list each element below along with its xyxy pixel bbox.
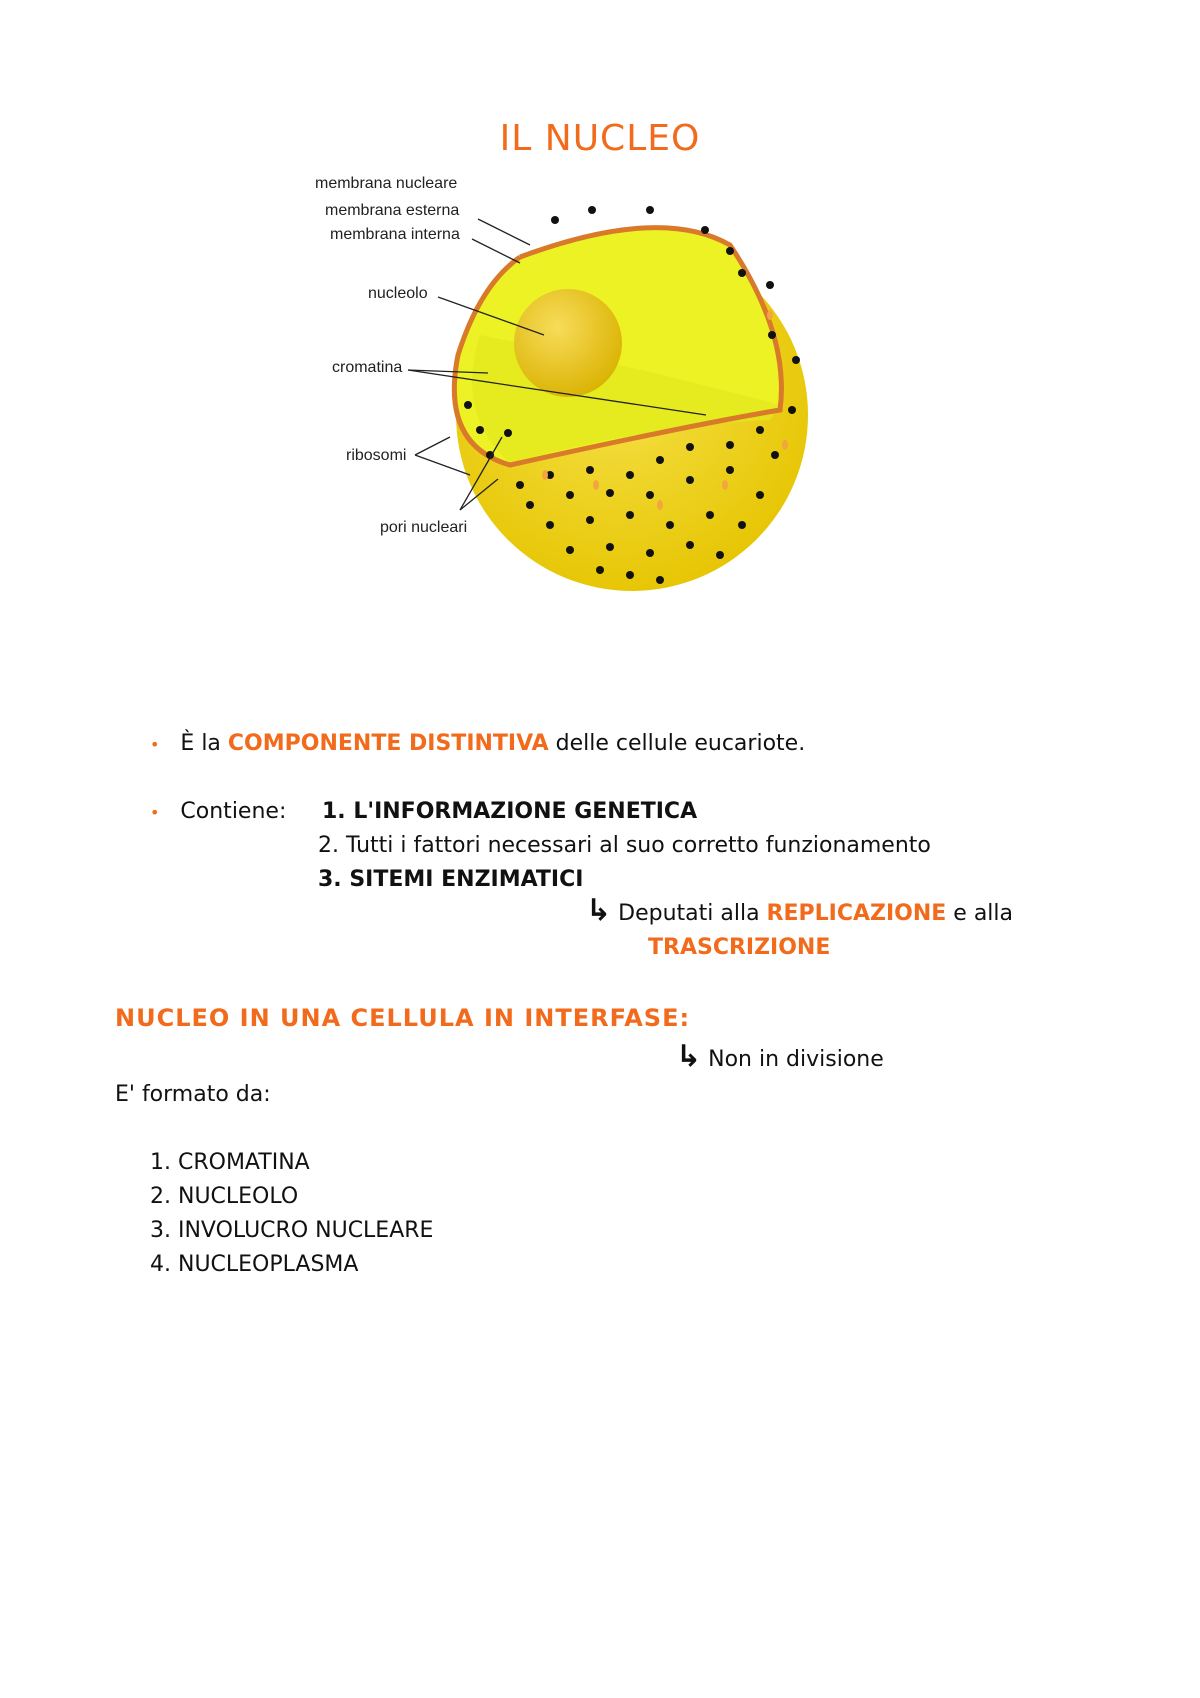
bullet-1-text-end: delle cellule eucariote. (548, 731, 806, 756)
nucleolus (514, 289, 622, 397)
nucleus-diagram (315, 175, 890, 635)
label-nucleolo: nucleolo (368, 285, 428, 302)
label-cromatina: cromatina (332, 359, 403, 376)
highlight-trascrizione: TRASCRIZIONE (648, 935, 831, 960)
contiene-item-2: 2. Tutti i fattori necessari al suo corretto funzionamento (318, 833, 931, 858)
label-membrana-nucleare: membrana nucleare (315, 175, 458, 192)
label-pori-nucleari: pori nucleari (380, 519, 468, 536)
highlight-replicazione: REPLICAZIONE (766, 901, 947, 926)
contiene-item-1: 1. L'INFORMAZIONE GENETICA (322, 799, 698, 824)
label-ribosomi: ribosomi (346, 447, 407, 464)
bullet-dot: • (150, 803, 160, 822)
curved-arrow-icon: ↳ (586, 893, 612, 928)
bullet-2 (150, 795, 286, 830)
contiene-item-3: 3. SITEMI ENZIMATICI (318, 867, 584, 892)
list-item: 1. CROMATINA (150, 1150, 310, 1175)
list-item: 4. NUCLEOPLASMA (150, 1252, 359, 1277)
label-membrana-esterna: membrana esterna (325, 202, 460, 219)
list-item: 2. NUCLEOLO (150, 1184, 299, 1209)
section-heading-interfase: NUCLEO IN UNA CELLULA IN INTERFASE: (115, 1004, 691, 1032)
label-membrana-interna: membrana interna (330, 226, 460, 243)
bullet-dot: • (150, 735, 160, 754)
deputati-note (586, 894, 1013, 931)
page-title: IL NUCLEO (499, 118, 701, 159)
deputati-text-mid: e alla (946, 901, 1014, 926)
formato-da-intro: E' formato da: (115, 1082, 271, 1107)
non-in-divisione-text: Non in divisione (708, 1047, 884, 1072)
bullet-1 (150, 727, 805, 762)
non-in-divisione-note (676, 1040, 884, 1077)
list-item: 3. INVOLUCRO NUCLEARE (150, 1218, 434, 1243)
curved-arrow-icon: ↳ (676, 1039, 702, 1074)
bullet-1-text: È la (180, 731, 228, 756)
highlight-componente: COMPONENTE DISTINTIVA (227, 731, 549, 756)
contiene-label: Contiene: (180, 799, 287, 824)
deputati-text: Deputati alla (618, 901, 767, 926)
